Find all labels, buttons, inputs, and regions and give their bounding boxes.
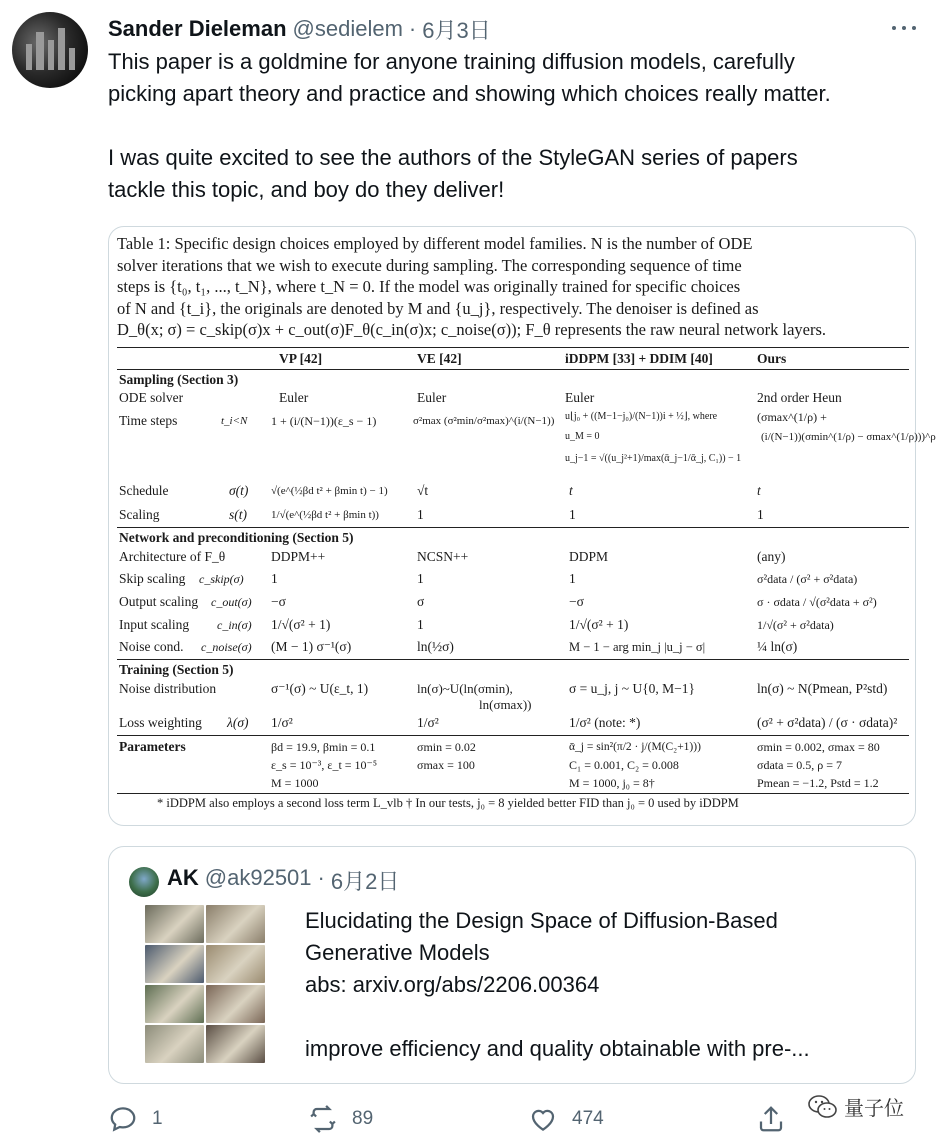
row-symbol: s(t) bbox=[229, 506, 247, 522]
section-network: Network and preconditioning (Section 5) bbox=[119, 529, 354, 545]
watermark-logo bbox=[808, 1092, 904, 1121]
quote-header bbox=[167, 865, 399, 896]
cell: 1/√(σ² + 1) bbox=[271, 616, 331, 632]
tweet-text bbox=[108, 46, 918, 206]
design-choices-table bbox=[117, 347, 936, 817]
like-button[interactable] bbox=[528, 1104, 604, 1134]
quote-author-name[interactable]: AK bbox=[167, 865, 199, 890]
quote-separator: · bbox=[317, 865, 325, 890]
thumbnail-tile bbox=[145, 945, 204, 983]
quote-link[interactable]: abs: arxiv.org/abs/2206.00364 bbox=[305, 972, 600, 997]
cell: ln(σ)~U(ln(σmin), bbox=[417, 680, 513, 696]
row-label: Noise cond. bbox=[119, 638, 184, 654]
tweet-line: This paper is a goldmine for anyone training diffusion models, carefully bbox=[108, 49, 795, 74]
quote-line: improve efficiency and quality obtainable with pre-... bbox=[305, 1036, 810, 1061]
retweet-button[interactable] bbox=[308, 1104, 373, 1134]
row-label: ODE solver bbox=[119, 389, 184, 405]
cell: Euler bbox=[417, 389, 447, 405]
cell: u_j−1 = √((u_j²+1)/max(ᾱ_j−1/ᾱ_j, C₁)) − 1 bbox=[565, 452, 742, 464]
cell: σ = u_j, j ~ U{0, M−1} bbox=[569, 680, 696, 696]
cell: ε_s = 10⁻³, ε_t = 10⁻⁵ bbox=[271, 757, 378, 772]
retweet-icon bbox=[308, 1104, 338, 1134]
reply-count: 1 bbox=[152, 1108, 163, 1129]
cell: u⌊j₀ + ((M−1−j₀)/(N−1))i + ½⌋, where bbox=[565, 410, 718, 422]
header-separator: · bbox=[408, 16, 417, 41]
cell: √(e^(½βd t² + βmin t) − 1) bbox=[271, 484, 388, 497]
cell: 1 bbox=[417, 570, 424, 586]
row-label: Loss weighting bbox=[119, 714, 202, 730]
cell: ¼ ln(σ) bbox=[757, 638, 798, 654]
cell: σ⁻¹(σ) ~ U(ε_t, 1) bbox=[271, 680, 369, 696]
cell: 1 + (i/(N−1))(ε_s − 1) bbox=[271, 413, 377, 428]
cell: σmin = 0.002, σmax = 80 bbox=[757, 739, 880, 754]
col-header-ve: VE [42] bbox=[417, 350, 462, 366]
table-caption bbox=[117, 233, 909, 341]
row-symbol: c_out(σ) bbox=[211, 594, 252, 609]
tweet-actions bbox=[108, 1098, 908, 1142]
quoted-tweet[interactable] bbox=[108, 846, 916, 1084]
row-symbol: c_in(σ) bbox=[217, 617, 252, 632]
cell: NCSN++ bbox=[417, 548, 469, 564]
cell: ᾱ_j = sin²(π/2 · j/(M(C₂+1))) bbox=[569, 740, 701, 753]
cell: √t bbox=[417, 482, 429, 498]
col-header-vp: VP [42] bbox=[279, 350, 323, 366]
cell: DDPM bbox=[569, 548, 609, 564]
cell: 1/√(σ² + σ²data) bbox=[757, 617, 834, 632]
row-label: Architecture of F_θ bbox=[119, 548, 226, 564]
tweet-line: tackle this topic, and boy do they deliver! bbox=[108, 177, 505, 202]
thumbnail-tile bbox=[206, 905, 265, 943]
cell: 1/√(σ² + 1) bbox=[569, 616, 629, 632]
row-symbol: σ(t) bbox=[229, 482, 249, 498]
row-label: Noise distribution bbox=[119, 680, 217, 696]
watermark-text: 量子位 bbox=[844, 1098, 904, 1120]
section-sampling: Sampling (Section 3) bbox=[119, 371, 239, 387]
row-symbol: t_i<N bbox=[221, 414, 248, 427]
row-label: Schedule bbox=[119, 482, 169, 498]
quote-text bbox=[305, 905, 895, 1065]
table-footnote: * iDDPM also employs a second loss term L_vlb † In our tests, j₀ = 8 yielded better FID than j₀ = 0 used by iDDPM bbox=[157, 795, 739, 810]
cell: (any) bbox=[757, 548, 786, 564]
cell: −σ bbox=[271, 593, 286, 609]
caption-line: steps is {t₀, t₁, ..., t_N}, where t_N = 0. If the model was originally trained for specific choices bbox=[117, 277, 741, 296]
quote-line: Elucidating the Design Space of Diffusion-Based bbox=[305, 908, 778, 933]
cell: 1/σ² bbox=[417, 714, 439, 730]
caption-line: D_θ(x; σ) = c_skip(σ)x + c_out(σ)F_θ(c_in(σ)x; c_noise(σ)); F_θ represents the raw neural network layers. bbox=[117, 320, 827, 339]
cell: ln(σmax)) bbox=[479, 696, 532, 712]
cell: βd = 19.9, βmin = 0.1 bbox=[271, 739, 376, 754]
caption-line: of N and {t_i}, the originals are denoted by M and {u_j}, respectively. The denoiser is defined as bbox=[117, 298, 759, 318]
cell: σmin = 0.02 bbox=[417, 739, 476, 754]
retweet-count: 89 bbox=[352, 1108, 374, 1129]
cell: M − 1 − arg min_j |u_j − σ| bbox=[569, 639, 706, 654]
quote-date: 6月2日 bbox=[330, 869, 400, 894]
section-training: Training (Section 5) bbox=[119, 661, 234, 677]
cell: C₁ = 0.001, C₂ = 0.008 bbox=[569, 757, 679, 772]
row-symbol: c_noise(σ) bbox=[201, 639, 252, 654]
like-count: 474 bbox=[572, 1108, 604, 1129]
tweet-media-image[interactable] bbox=[108, 226, 936, 826]
row-symbol: c_skip(σ) bbox=[199, 571, 244, 586]
thumbnail-tile bbox=[145, 905, 204, 943]
cell: −σ bbox=[569, 593, 584, 609]
cell: σ bbox=[417, 593, 425, 609]
row-label: Skip scaling bbox=[119, 570, 186, 586]
share-icon bbox=[756, 1104, 786, 1134]
cell: ln(σ) ~ N(Pmean, P²std) bbox=[757, 680, 888, 696]
cell: u_M = 0 bbox=[565, 430, 600, 442]
cell: 1/σ² (note: *) bbox=[569, 714, 641, 730]
cell: σmax = 100 bbox=[417, 757, 475, 772]
quote-thumbnail[interactable] bbox=[145, 905, 265, 1063]
tweet-date[interactable]: 6月3日 bbox=[422, 17, 491, 43]
cell: Euler bbox=[565, 389, 595, 405]
section-parameters: Parameters bbox=[119, 738, 186, 754]
author-name[interactable]: Sander Dieleman bbox=[108, 16, 287, 41]
col-header-ours: Ours bbox=[757, 350, 787, 366]
caption-line: solver iterations that we wish to execute during sampling. The corresponding sequence of time bbox=[117, 255, 742, 275]
row-symbol: λ(σ) bbox=[227, 714, 249, 730]
author-handle[interactable]: @sedielem bbox=[292, 16, 403, 41]
heart-icon bbox=[528, 1104, 558, 1134]
cell: t bbox=[757, 482, 761, 498]
cell: 1 bbox=[569, 570, 576, 586]
paper-table bbox=[117, 233, 936, 817]
cell: 1 bbox=[417, 506, 424, 522]
cell: DDPM++ bbox=[271, 548, 326, 564]
cell: (σmax^(1/ρ) + bbox=[757, 409, 827, 424]
cell: (i/(N−1))(σmin^(1/ρ) − σmax^(1/ρ)))^ρ bbox=[761, 430, 936, 443]
cell: Pmean = −1.2, Pstd = 1.2 bbox=[757, 775, 879, 790]
author-avatar[interactable] bbox=[12, 12, 88, 88]
share-button[interactable] bbox=[756, 1104, 786, 1134]
cell: σ · σdata / √(σ²data + σ²) bbox=[757, 594, 877, 609]
thumbnail-tile bbox=[206, 1025, 265, 1063]
quote-author-avatar[interactable] bbox=[129, 867, 159, 897]
cell: 1 bbox=[757, 506, 764, 522]
row-label: Output scaling bbox=[119, 593, 199, 609]
more-options-icon[interactable] bbox=[892, 20, 916, 36]
cell: ln(½σ) bbox=[417, 638, 454, 654]
tweet-header bbox=[108, 14, 912, 44]
quote-line: Generative Models bbox=[305, 940, 490, 965]
tweet-line: picking apart theory and practice and showing which choices really matter. bbox=[108, 81, 831, 106]
row-label: Time steps bbox=[119, 412, 178, 428]
cell: 1/σ² bbox=[271, 714, 293, 730]
thumbnail-tile bbox=[145, 985, 204, 1023]
reply-icon bbox=[108, 1104, 138, 1134]
thumbnail-tile bbox=[206, 945, 265, 983]
cell: 1 bbox=[271, 570, 278, 586]
tweet-line: I was quite excited to see the authors of the StyleGAN series of papers bbox=[108, 145, 798, 170]
cell: 1 bbox=[569, 506, 576, 522]
cell: (σ² + σ²data) / (σ · σdata)² bbox=[757, 714, 898, 730]
cell: Euler bbox=[279, 389, 309, 405]
reply-button[interactable] bbox=[108, 1104, 163, 1134]
cell: t bbox=[569, 482, 573, 498]
wechat-icon bbox=[808, 1094, 838, 1120]
thumbnail-tile bbox=[206, 985, 265, 1023]
cell: σdata = 0.5, ρ = 7 bbox=[757, 757, 842, 772]
cell: 2nd order Heun bbox=[757, 389, 842, 405]
cell: (M − 1) σ⁻¹(σ) bbox=[271, 638, 352, 654]
thumbnail-tile bbox=[145, 1025, 204, 1063]
cell: 1/√(e^(½βd t² + βmin t)) bbox=[271, 508, 379, 521]
row-label: Input scaling bbox=[119, 616, 190, 632]
cell: M = 1000, j₀ = 8† bbox=[569, 775, 655, 790]
col-header-iddpm: iDDPM [33] + DDIM [40] bbox=[565, 350, 713, 366]
cell: σ²data / (σ² + σ²data) bbox=[757, 571, 858, 586]
row-label: Scaling bbox=[119, 506, 160, 522]
cell: M = 1000 bbox=[271, 775, 319, 790]
cell: σ²max (σ²min/σ²max)^(i/(N−1)) bbox=[413, 414, 555, 427]
caption-line: Table 1: Specific design choices employed by different model families. N is the number of ODE bbox=[117, 234, 753, 253]
quote-author-handle[interactable]: @ak92501 bbox=[204, 865, 312, 890]
cell: 1 bbox=[417, 616, 424, 632]
